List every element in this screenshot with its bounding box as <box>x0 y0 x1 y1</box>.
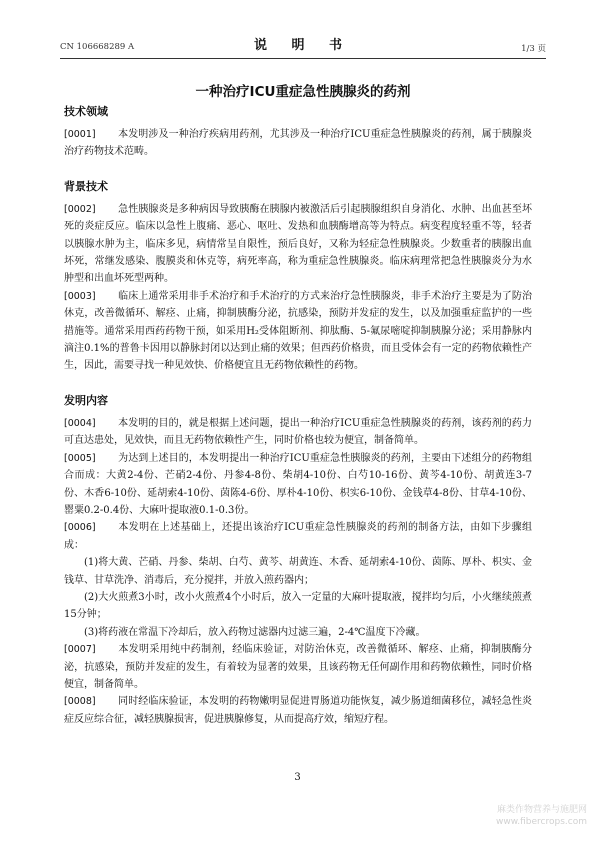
section-heading-background: 背景技术 <box>64 179 108 193</box>
paragraph-number: [0003] <box>64 290 96 302</box>
paragraph-0003 <box>64 288 532 375</box>
paragraph-0005 <box>64 450 532 520</box>
preparation-step-1: (1)将大黄、芒硝、丹参、柴胡、白芍、黄芩、胡黄连、木香、延胡索4-10份、茵陈、厚朴、枳实、金钱草、甘草洗净、消毒后，充分搅拌，并放入煎药器内； <box>64 557 532 586</box>
paragraph-number: [0002] <box>64 203 96 215</box>
paragraph-0004 <box>64 415 532 450</box>
section-heading-invention: 发明内容 <box>64 393 108 407</box>
preparation-step-2: (2)大火煎煮3小时，改小火煎煮4个小时后，放入一定量的大麻叶提取液，搅拌均匀后，小火继续煎煮15分钟； <box>64 591 532 621</box>
header-divider <box>60 58 546 59</box>
section-heading-tech-field: 技术领域 <box>64 105 108 118</box>
paragraph-text: 急性胰腺炎是多种病因导致胰酶在胰腺内被激活后引起胰腺组织自身消化、水肿、出血甚至坏死的炎症反应。临床以急性上腹痛、恶心、呕吐、发热和血胰酶增高等为特点。病变程度轻重不等，轻者以胰腺水肿为主，临床多见，病情常呈自限性，预后良好，又称为轻症急性胰腺炎。少数重者的胰腺出血坏死，常继发感染、腹膜炎和休克等，病死率高，称为重症急性胰腺炎。临床病理常把急性胰腺炎分为水肿型和出血坏死型两种。 <box>64 203 532 285</box>
watermark-url: www.fibercrops.com <box>496 817 587 827</box>
patent-number: CN 106668289 A <box>60 42 135 52</box>
paragraph-text: 本发明涉及一种治疗疾病用药剂，尤其涉及一种治疗ICU重症急性胰腺炎的药剂，属于胰腺炎治疗药物技术范畴。 <box>64 129 532 158</box>
document-title: 一种治疗ICU重症急性胰腺炎的药剂 <box>195 84 411 100</box>
paragraph-text: 本发明在上述基础上，还提出该治疗ICU重症急性胰腺炎的药剂的制备方法，由如下步骤组成： <box>64 522 532 551</box>
paragraph-text: 临床上通常采用非手术治疗和手术治疗的方式来治疗急性胰腺炎，非手术治疗主要是为了防治休克，改善微循环、解痉、止痛，抑制胰酶分泌，抗感染，预防并发症的发生，以及加强重症监护的一些措施等。通常采用西药药物干预，如采用H₂受体阻断剂、抑肽酶、5-氟尿嘧啶抑制胰腺分泌；采用静脉内滴注0.1%的普鲁卡因用以静脉封闭以达到止痛的效果；但西药价格贵，而且受体会有一定的药物依赖性产生，因此，需要寻找一种见效快、价格便宜且无药物依赖性的药物。 <box>64 290 532 372</box>
preparation-step-3: (3)将药液在常温下冷却后，放入药物过滤器内过滤三遍，2-4℃温度下冷藏。 <box>84 626 426 638</box>
paragraph-number: [0005] <box>64 452 96 464</box>
paragraph-number: [0004] <box>64 417 96 429</box>
paragraph-number: [0008] <box>64 696 96 708</box>
paragraph-0006 <box>64 519 532 554</box>
paragraph-text: 本发明采用纯中药制剂，经临床验证，对防治休克，改善微循环、解痉、止痛，抑制胰酶分泌，抗感染，预防并发症的发生，有着较为显著的效果，且该药物无任何副作用和药物依赖性，同时价格便宜，制备简单。 <box>64 644 532 690</box>
paragraph-text: 同时经临床验证，本发明的药物嫩明显促进胃肠道功能恢复，减少肠道细菌移位，减轻急性炎症反应综合征，减轻胰腺损害，促进胰腺修复，从而提高疗效，缩短疗程。 <box>64 696 532 725</box>
document-body <box>64 104 532 728</box>
watermark-site-name: 麻类作物营养与施肥网 <box>496 805 587 815</box>
site-watermark <box>496 804 587 828</box>
paragraph-0001 <box>64 126 532 161</box>
paragraph-number: [0001] <box>64 129 96 140</box>
paragraph-text: 为达到上述目的，本发明提出一种治疗ICU重症急性胰腺炎的药剂，主要由下述组分的药物组合而成：大黄2-4份、芒硝2-4份、丹参4-8份、柴胡4-10份、白芍10-16份、黄芩4-10份、胡黄连3-7份、木香6-10份、延胡索4-10份、茵陈4-6份、厚朴4-10份、枳实6-10份、金钱草4-8份、甘草4-10份、罂粟0.2-0.4份、大麻叶提取液0.1-0.3份。 <box>64 452 532 516</box>
paragraph-0007 <box>64 641 532 693</box>
paragraph-0002 <box>64 201 532 288</box>
document-type: 说 明 书 <box>253 38 353 53</box>
paragraph-0008 <box>64 693 532 728</box>
page-indicator: 1/3 页 <box>521 44 546 54</box>
page-header <box>60 30 546 60</box>
paragraph-text: 本发明的目的，就是根据上述问题，提出一种治疗ICU重症急性胰腺炎的药剂，该药剂的药力可直达患处，见效快，而且无药物依赖性产生，同时价格也较为便宜，制备简单。 <box>64 417 532 447</box>
paragraph-number: [0007] <box>64 644 96 656</box>
page-number: 3 <box>294 772 301 783</box>
paragraph-number: [0006] <box>64 522 96 534</box>
